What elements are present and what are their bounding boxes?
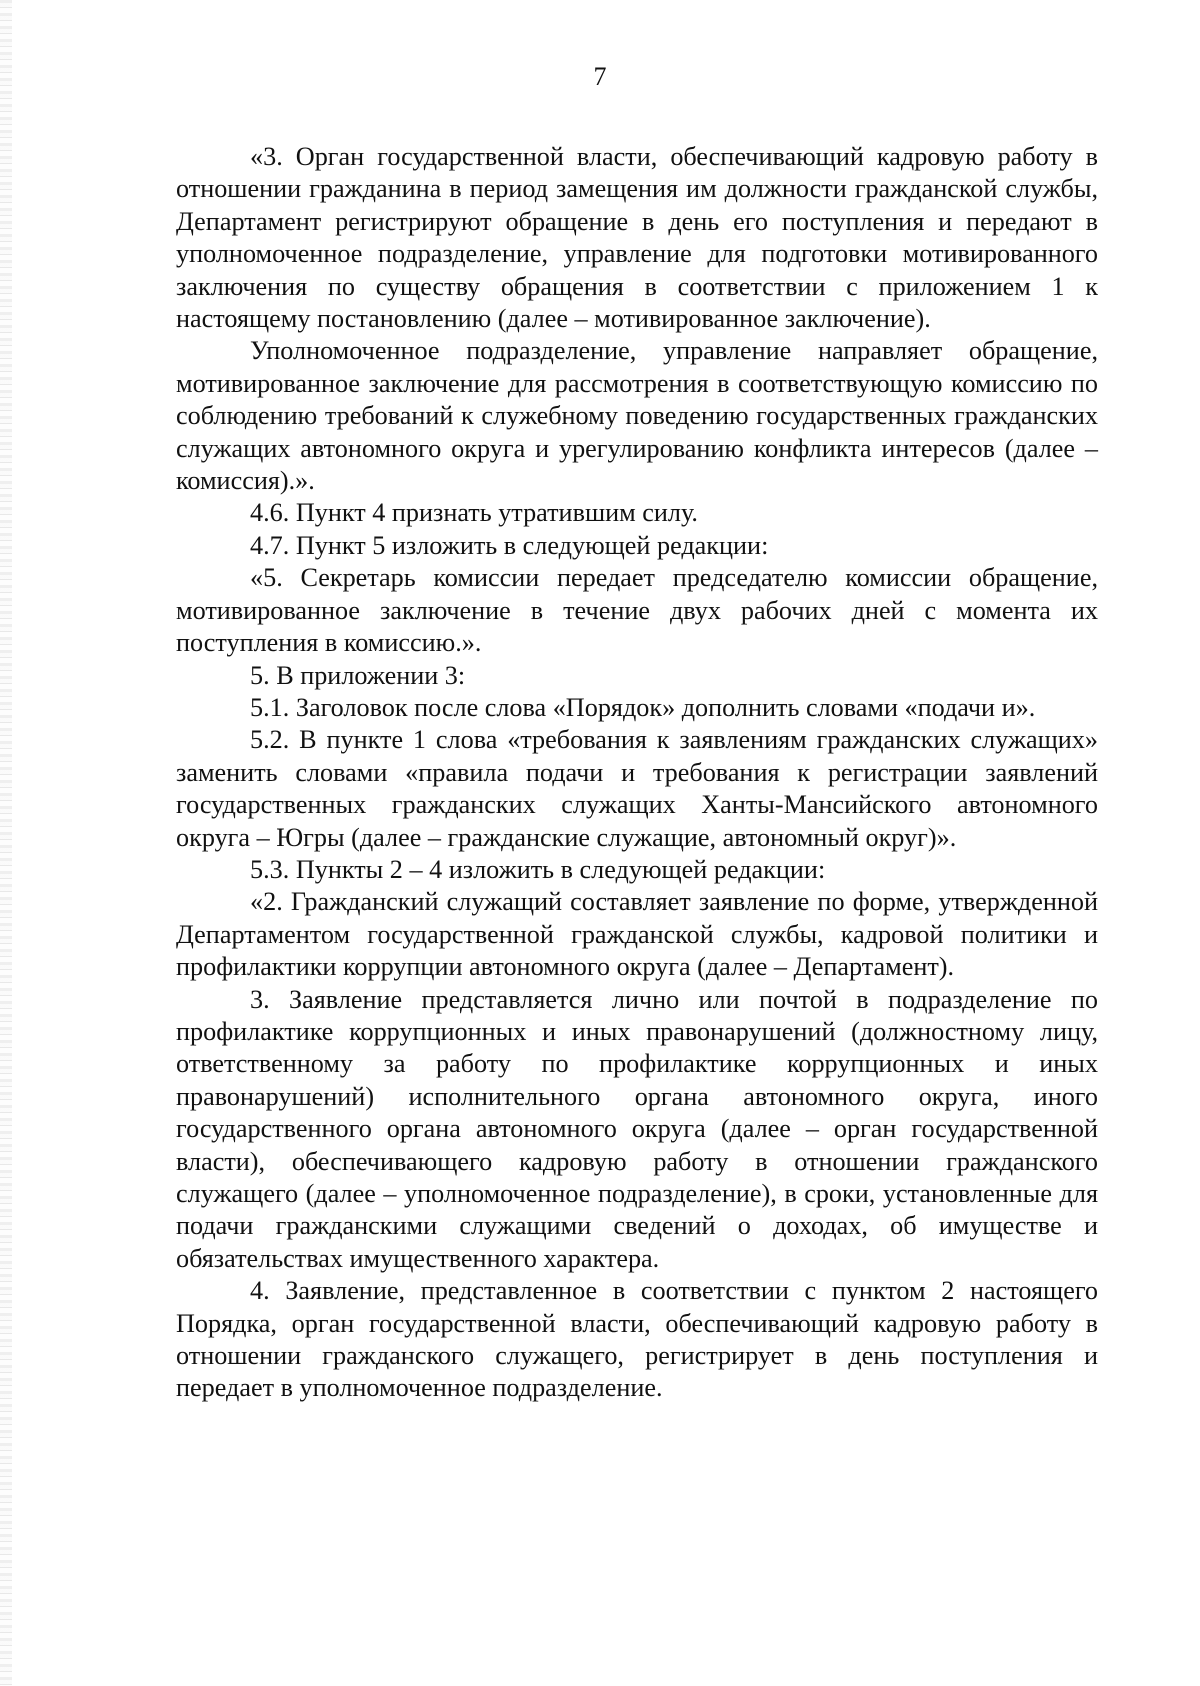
paragraph: «5. Секретарь комиссии передает председателю комиссии обращение, мотивированное заключение в течение двух рабочих дней с момента их поступления в комиссию.». [176, 563, 1098, 658]
paragraph: Уполномоченное подразделение, управление направляет обращение, мотивированное заключение для рассмотрения в соответствующую комиссию по соблюдению требований к служебному поведению государственных гражданских служащих автономного округа и урегулированию конфликта интересов (далее – комиссия).». [176, 336, 1098, 496]
scan-edge-artifact [0, 0, 12, 1686]
paragraph: 4.7. Пункт 5 изложить в следующей редакции: [250, 530, 769, 560]
paragraph: 5.1. Заголовок после слова «Порядок» дополнить словами «подачи и». [250, 692, 1036, 722]
paragraph: 3. Заявление представляется лично или почтой в подразделение по профилактике коррупционных и иных правонарушений (должностному лицу, ответственному за работу по профилактике коррупционных и иных правонарушений) исполнительного органа автономного округа, иного государственного органа автономного округа (далее – орган государственной власти), обеспечивающего кадровую работу в отношении гражданского служащего (далее – уполномоченное подразделение), в сроки, установленные для подачи гражданскими служащими сведений о доходах, об имуществе и обязательствах имущественного характера. [176, 984, 1098, 1273]
paragraph: 5. В приложении 3: [250, 660, 466, 690]
paragraph: 4.6. Пункт 4 признать утратившим силу. [250, 498, 698, 528]
paragraph: «2. Гражданский служащий составляет заявление по форме, утвержденной Департаментом государственной гражданской службы, кадровой политики и профилактики коррупции автономного округа (далее – Департамент). [176, 887, 1098, 982]
page-number: 7 [593, 62, 607, 91]
paragraph: 5.2. В пункте 1 слова «требования к заявлениям гражданских служащих» заменить словами «правила подачи и требования к регистрации заявлений государственных гражданских служащих Ханты-Мансийского автономного округа – Югры (далее – гражданские служащие, автономный округ)». [176, 725, 1098, 852]
document-body [176, 141, 1098, 1405]
paragraph: 5.3. Пункты 2 – 4 изложить в следующей редакции: [250, 854, 826, 884]
paragraph: 4. Заявление, представленное в соответствии с пунктом 2 настоящего Порядка, орган государственной власти, обеспечивающий кадровую работу в отношении гражданского служащего, регистрирует в день поступления и передает в уполномоченное подразделение. [176, 1276, 1098, 1403]
paragraph: «3. Орган государственной власти, обеспечивающий кадровую работу в отношении гражданина в период замещения им должности гражданской службы, Департамент регистрируют обращение в день его поступления и передают в уполномоченное подразделение, управление для подготовки мотивированного заключения по существу обращения в соответствии с приложением 1 к настоящему постановлению (далее – мотивированное заключение). [176, 142, 1098, 334]
